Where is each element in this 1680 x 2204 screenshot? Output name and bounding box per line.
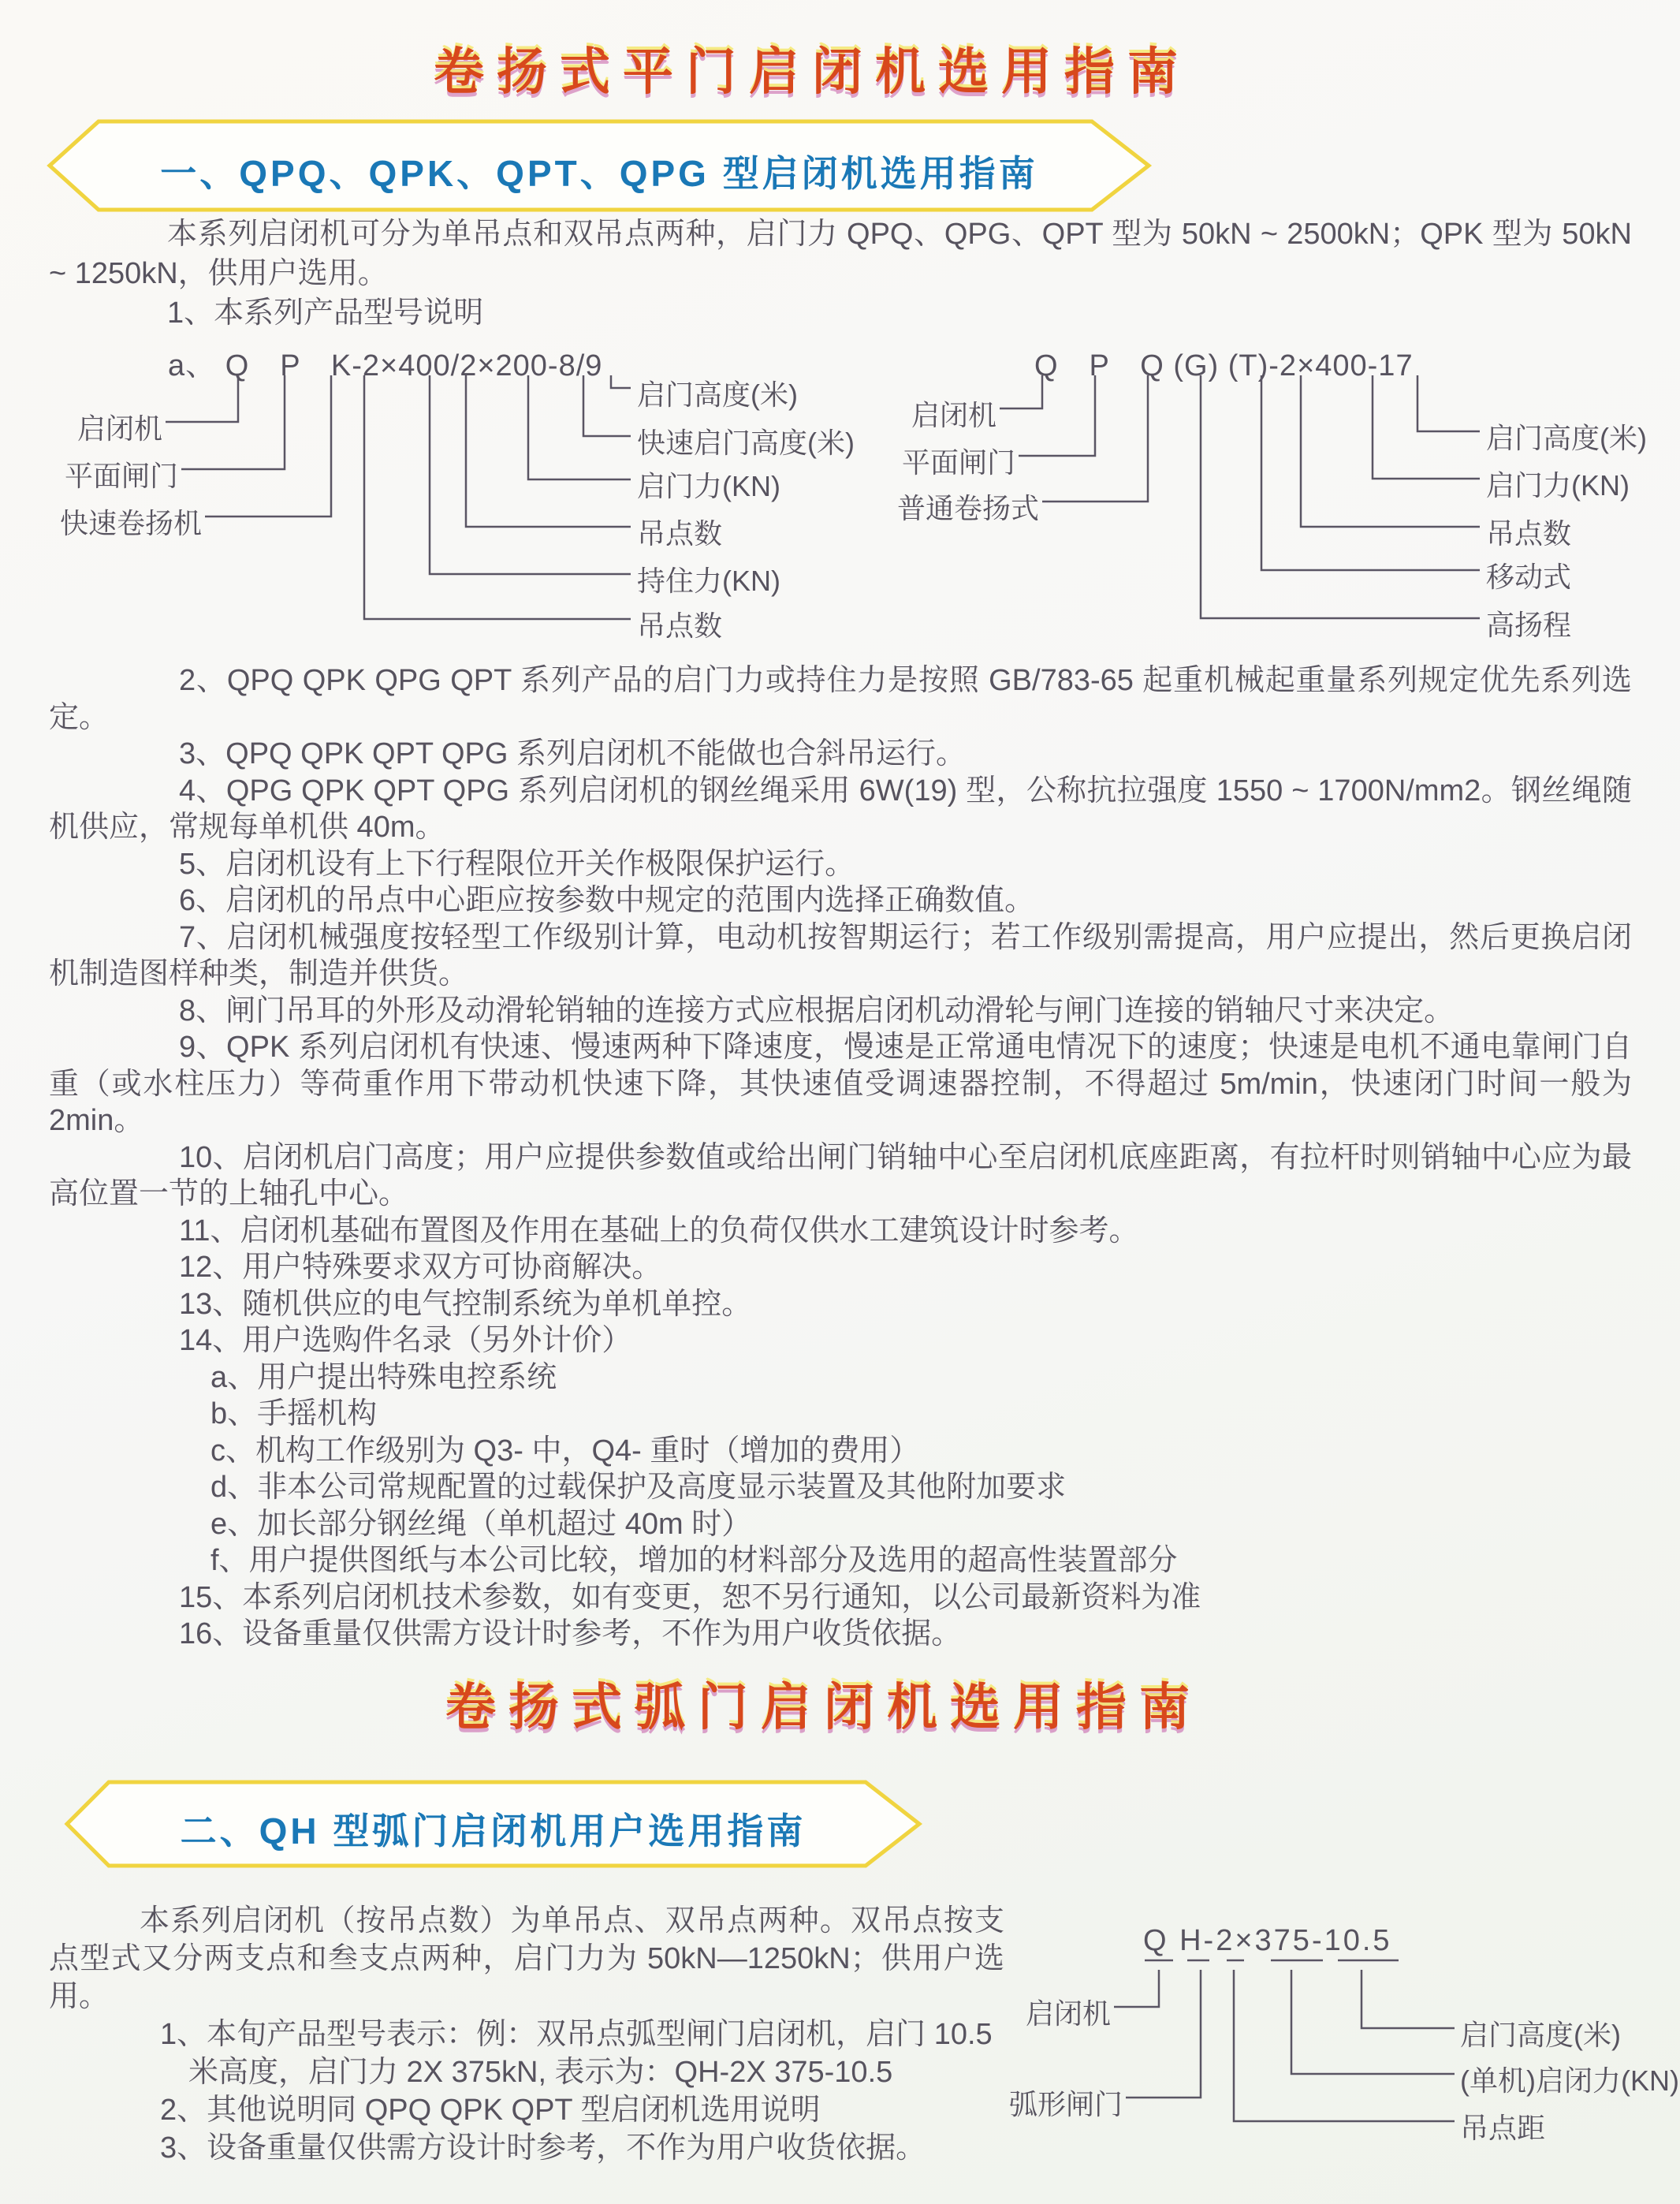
list-item: 11、启闭机基础布置图及作用在基础上的负荷仅供水工建筑设计时参考。 [179, 1214, 1139, 1247]
diagram-label: 启门高度(米) [1460, 2019, 1621, 2051]
paragraph: 本系列启闭机（按吊点数）为单吊点、双吊点两种。双吊点按支点型式又分两支点和叁支点两种，启门力为 50kN—1250kN；供用户选用。 [49, 1904, 1004, 2013]
diagram-label: 启闭机 [911, 399, 996, 431]
qh-diagram-lines [1114, 1960, 1455, 2121]
paragraph: 1、本系列产品型号说明 [167, 296, 484, 330]
diagram-label: 弧形闸门 [1008, 2088, 1123, 2120]
list-sub-item: f、用户提供图纸与本公司比较，增加的材料部分及选用的超高性装置部分 [210, 1544, 1178, 1577]
diagram-label: 快速启门高度(米) [637, 427, 855, 459]
diagram-label: 高扬程 [1486, 609, 1572, 641]
model-code-qh: Q H-2×375-10.5 [1143, 1924, 1392, 1957]
list-item: 4、QPG QPK QPT QPG 系列启闭机的钢丝绳采用 6W(19) 型，公称抗拉强度 1550 ~ 1700N/mm2。钢丝绳随机供应，常规每单机供 40m。 [49, 774, 1632, 844]
diagram-label: 吊点数 [1486, 517, 1572, 550]
list-item: 3、设备重量仅供需方设计时参考，不作为用户收货依据。 [160, 2131, 926, 2165]
list-item: 1、本旬产品型号表示：例：双吊点弧型闸门启闭机，启门 10.5 米高度，启门力 2X 375kN, 表示为：QH-2X 375-10.5 [160, 2018, 993, 2089]
diagram-label: 启闭机 [1025, 1997, 1111, 2030]
list-sub-item: a、用户提出特殊电控系统 [210, 1360, 557, 1394]
list-item: 7、启闭机械强度按轻型工作级别计算，电动机按智期运行；若工作级别需提高，用户应提出，然后更换启闭机制造图样种类，制造并供货。 [49, 920, 1632, 990]
diagram-label: 快速卷扬机 [59, 507, 202, 539]
diagram-label: (单机)启闭力(KN) [1460, 2064, 1679, 2097]
model-code-qpq: Q P Q (G) (T)-2×400-17 [1034, 349, 1414, 382]
section1-intro [49, 214, 1632, 333]
second-page-title: 卷扬式弧门启闭机选用指南 [445, 1679, 1202, 1736]
section2-text [49, 1902, 1004, 2167]
list-item: 6、启闭机的吊点中心距应按参数中规定的范围内选择正确数值。 [179, 884, 1035, 917]
list-sub-item: e、加长部分钢丝绳（单机超过 40m 时） [210, 1507, 752, 1541]
list-item: 15、本系列启闭机技术参数，如有变更，恕不另行通知，以公司最新资料为准 [179, 1580, 1201, 1614]
list-item: 5、启闭机设有上下行程限位开关作极限保护运行。 [179, 847, 855, 881]
diagram-label: 启门力(KN) [637, 470, 780, 502]
diagram-label: 平面闸门 [901, 446, 1015, 479]
section1-banner-label: 一、QPQ、QPK、QPT、QPG 型启闭机选用指南 [160, 153, 1038, 194]
section1-item-list [49, 662, 1632, 1653]
diagram-label: 启闭机 [76, 412, 162, 445]
diagram-label: 平面闸门 [64, 460, 178, 492]
list-sub-item: b、手摇机构 [210, 1397, 378, 1430]
diagram-label: 吊点距 [1460, 2112, 1546, 2144]
list-item: 16、设备重量仅供需方设计时参考，不作为用户收货依据。 [179, 1617, 962, 1650]
list-item: 3、QPQ QPK QPT QPG 系列启闭机不能做也合斜吊运行。 [179, 737, 966, 770]
diagram-label: 启门高度(米) [637, 379, 798, 411]
section1-banner [43, 118, 1155, 213]
qpq-diagram-lines [1000, 375, 1480, 618]
diagram-label: 启门高度(米) [1486, 422, 1647, 454]
section2-banner-label: 二、QH 型弧门启闭机用户选用指南 [180, 1811, 806, 1852]
diagram-label: 普通卷扬式 [896, 492, 1039, 524]
diagram-label: 持住力(KN) [637, 565, 780, 597]
list-item: 14、用户选购件名录（另外计价） [179, 1324, 632, 1357]
model-code-qpk: a、 Q P K-2×400/2×200-8/9 [168, 349, 603, 382]
list-item: 10、启闭机启门高度；用户应提供参数值或给出闸门销轴中心至启闭机底座距离，有拉杆时则销轴中心应为最高位置一节的上轴孔中心。 [49, 1140, 1632, 1210]
list-item: 12、用户特殊要求双方可协商解决。 [179, 1251, 662, 1284]
list-item: 9、QPK 系列启闭机有快速、慢速两种下降速度，慢速是正常通电情况下的速度；快速是电机不通电靠闸门自重（或水柱压力）等荷重作用下带动机快速下降，其快速值受调速器控制，不得超过 5m/min，快速闭门时间一般为 2min。 [49, 1031, 1632, 1137]
list-sub-item: c、机构工作级别为 Q3- 中，Q4- 重时（增加的费用） [210, 1434, 920, 1467]
list-item: 8、闸门吊耳的外形及动滑轮销轴的连接方式应根据启闭机动滑轮与闸门连接的销轴尺寸来决定。 [179, 994, 1455, 1027]
section2-banner [61, 1779, 925, 1869]
diagram-label: 移动式 [1486, 561, 1572, 593]
list-sub-item: d、非本公司常规配置的过载保护及高度显示装置及其他附加要求 [210, 1471, 1067, 1504]
diagram-label: 吊点数 [637, 517, 723, 550]
list-item: 2、QPQ QPK QPG QPT 系列产品的启门力或持住力是按照 GB/783-65 起重机械起重量系列规定优先系列选定。 [49, 664, 1632, 734]
diagram-label: 启门力(KN) [1486, 469, 1630, 502]
list-item: 13、随机供应的电气控制系统为单机单控。 [179, 1287, 752, 1321]
paragraph: 本系列启闭机可分为单吊点和双吊点两种，启门力 QPQ、QPG、QPT 型为 50kN ~ 2500kN；QPK 型为 50kN ~ 1250kN，供用户选用。 [49, 218, 1632, 290]
diagram-label: 吊点数 [637, 610, 723, 642]
qpk-diagram-lines [166, 375, 631, 619]
page-title: 卷扬式平门启闭机选用指南 [434, 43, 1190, 100]
list-item: 2、其他说明同 QPQ QPK QPT 型启闭机选用说明 [160, 2094, 821, 2127]
